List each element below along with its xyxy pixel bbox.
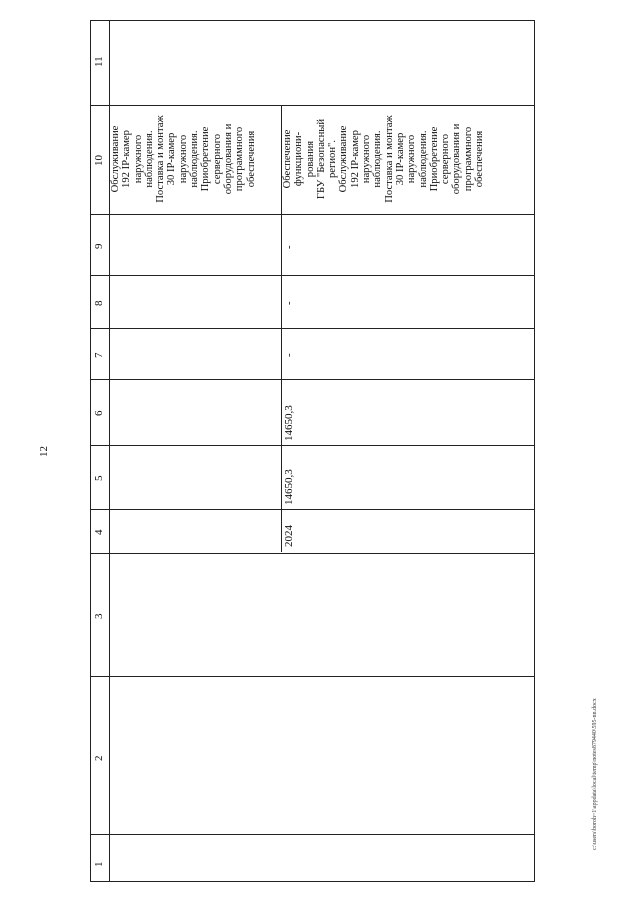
- row2-description-line: Поставка и монтаж: [383, 115, 395, 203]
- row1-description-line: программного: [234, 126, 246, 192]
- row2-description-line: программного: [462, 126, 474, 192]
- col-header-6: 6: [93, 410, 105, 416]
- row2-description-line: наблюдения.: [417, 130, 429, 188]
- row2-description: [282, 107, 485, 211]
- col-header-11: 11: [93, 56, 105, 67]
- row1-description-line: Приобретение: [200, 126, 212, 192]
- row2-description-line: ГБУ "Безопасный: [315, 118, 327, 200]
- row2-description-line: наружного: [361, 134, 373, 184]
- row2-year: 2024: [283, 525, 295, 547]
- col-header-4: 4: [93, 529, 105, 535]
- row1-description-line: Обслуживание: [110, 125, 121, 193]
- row2-description-line: оборудования и: [451, 123, 463, 195]
- budget-table: [90, 20, 535, 882]
- row-separator: [91, 214, 534, 215]
- row2-col8: -: [283, 301, 295, 305]
- row1-description-line: наблюдения.: [189, 130, 201, 188]
- row-separator: [91, 553, 534, 554]
- row1-description-line: Поставка и монтаж: [155, 115, 167, 203]
- row2-description-line: наружного: [406, 134, 418, 184]
- row2-description-line: регион".: [327, 140, 339, 178]
- col-header-10: 10: [93, 155, 105, 166]
- row2-description-line: рования: [304, 140, 316, 178]
- row-separator: [91, 105, 534, 106]
- row1-description-line: обеспечения: [245, 130, 257, 188]
- col-header-5: 5: [93, 475, 105, 481]
- row-separator: [91, 379, 534, 380]
- footer-file-path: c:\users\boroh~1\appdata\local\temp\notes879440\595-nn.docx: [592, 698, 598, 850]
- row2-description-line: функциони-: [293, 131, 305, 187]
- col-header-1: 1: [93, 861, 105, 867]
- row-separator: [91, 328, 534, 329]
- row2-description-line: Обслуживание: [338, 125, 350, 193]
- row2-description-line: 192 IP-камер: [349, 130, 361, 188]
- row1-description-line: наружного: [177, 134, 189, 184]
- row2-description-line: наблюдения.: [372, 130, 384, 188]
- row1-description-line: серверного: [211, 133, 223, 185]
- row2-description-line: обеспечения: [474, 130, 486, 188]
- page-number: 12: [38, 446, 50, 457]
- col-header-9: 9: [93, 243, 105, 249]
- row-separator: [91, 509, 534, 510]
- row2-budget: 14650,3: [283, 405, 295, 441]
- row1-description-line: наружного: [132, 134, 144, 184]
- row1-description-line: наблюдения.: [143, 130, 155, 188]
- row1-description-line: 30 IP-камер: [166, 132, 178, 186]
- row2-col9: -: [283, 245, 295, 249]
- row1-description-line: 192 IP-камер: [121, 130, 133, 188]
- row1-description: [110, 107, 257, 211]
- row2-description-line: серверного: [440, 133, 452, 185]
- row-separator: [91, 275, 534, 276]
- col-header-2: 2: [93, 755, 105, 761]
- row-separator: [91, 676, 534, 677]
- row-separator: [91, 445, 534, 446]
- row2-description-line: Приобретение: [428, 126, 440, 192]
- row2-description-line: Обеспечение: [282, 129, 293, 189]
- row-separator: [91, 834, 534, 835]
- col-header-7: 7: [93, 352, 105, 358]
- col-header-8: 8: [93, 300, 105, 306]
- row2-total: 14650,3: [283, 469, 295, 505]
- col-header-3: 3: [93, 613, 105, 619]
- row2-description-line: 30 IP-камер: [394, 132, 406, 186]
- row1-description-line: оборудования и: [222, 123, 234, 195]
- row2-col7: -: [283, 353, 295, 357]
